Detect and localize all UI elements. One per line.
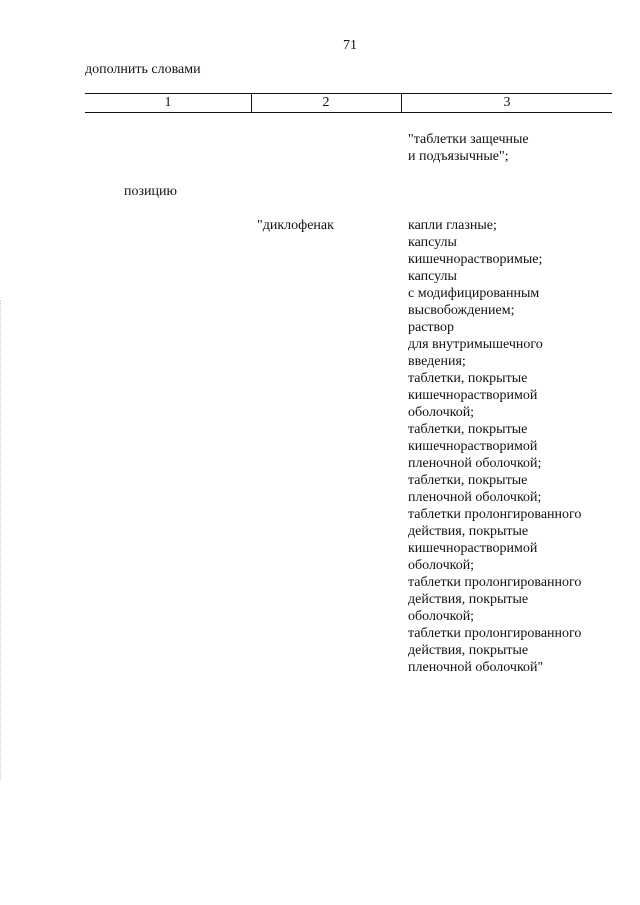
header-cell-2: 2 [251, 94, 402, 112]
position-word: позицию [124, 184, 177, 199]
dosage-form-line: таблетки, покрытые [408, 371, 528, 386]
first-insertion-dosage-forms [408, 131, 529, 165]
page-number: 71 [343, 38, 357, 53]
header-cell-3: 3 [503, 95, 511, 110]
dosage-form-line: кишечнорастворимой [408, 388, 538, 403]
dosage-form-line: капсулы [408, 235, 457, 250]
dosage-form-line: с модифицированным [408, 286, 540, 301]
dosage-form-line: таблетки пролонгированного [408, 507, 582, 522]
dosage-form-line: капсулы [408, 269, 457, 284]
second-insertion-dosage-forms [408, 217, 581, 676]
dosage-form-line: и подъязычные"; [408, 149, 509, 164]
dosage-form-line: раствор [408, 320, 455, 335]
dosage-form-line: действия, покрытые [408, 643, 529, 658]
scan-edge-marks [0, 300, 3, 780]
dosage-form-line: действия, покрытые [408, 524, 529, 539]
dosage-form-line: высвобождением; [408, 303, 515, 318]
dosage-form-line: действия, покрытые [408, 592, 529, 607]
dosage-form-line: пленочной оболочкой; [408, 456, 542, 471]
dosage-form-line: кишечнорастворимые; [408, 252, 543, 267]
intro-text: дополнить словами [85, 62, 201, 77]
dosage-form-line: таблетки, покрытые [408, 473, 528, 488]
dosage-form-line: кишечнорастворимой [408, 439, 538, 454]
dosage-form-line: для внутримышечного [408, 337, 543, 352]
dosage-form-line: пленочной оболочкой" [408, 660, 544, 675]
dosage-form-line: таблетки, покрытые [408, 422, 528, 437]
drug-name: "диклофенак [257, 218, 334, 233]
dosage-form-line: оболочкой; [408, 405, 475, 420]
dosage-form-line: кишечнорастворимой [408, 541, 538, 556]
dosage-form-line: пленочной оболочкой; [408, 490, 542, 505]
dosage-form-line: таблетки пролонгированного [408, 575, 582, 590]
table-header [85, 93, 612, 113]
header-cell-1: 1 [85, 94, 252, 112]
dosage-form-line: оболочкой; [408, 609, 475, 624]
dosage-form-line: оболочкой; [408, 558, 475, 573]
dosage-form-line: введения; [408, 354, 466, 369]
dosage-form-line: капли глазные; [408, 218, 497, 233]
dosage-form-line: "таблетки защечные [408, 132, 529, 147]
dosage-form-line: таблетки пролонгированного [408, 626, 582, 641]
